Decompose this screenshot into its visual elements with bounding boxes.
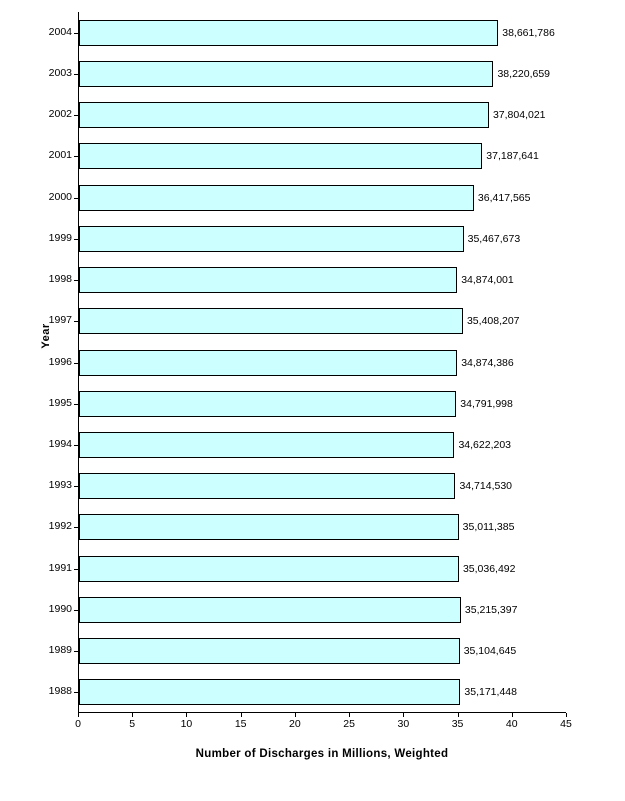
bar-row: [79, 597, 566, 623]
bar[interactable]: [79, 597, 461, 623]
bar-value-label: 38,220,659: [497, 67, 551, 80]
bar-row: [79, 473, 566, 499]
bar-value-label: 35,036,492: [462, 562, 516, 575]
y-axis-tick-label: 2004: [48, 25, 72, 38]
y-axis-tick-label: 1989: [48, 644, 72, 657]
y-axis-category-labels: [0, 12, 72, 713]
x-axis-tick-label: 25: [343, 718, 355, 730]
bar[interactable]: [79, 185, 474, 211]
bar-row: [79, 143, 566, 169]
x-axis-tick: [512, 713, 513, 717]
bar-value-label: 34,874,386: [461, 356, 514, 369]
bar-row: [79, 638, 566, 664]
bar[interactable]: [79, 143, 482, 169]
bar-value-label: 34,622,203: [458, 438, 512, 451]
bar[interactable]: [79, 638, 460, 664]
y-axis-tick-label: 1991: [48, 561, 72, 574]
bar-row: [79, 514, 566, 540]
bar-value-label: 37,187,641: [486, 150, 539, 163]
bar-value-label: 37,804,021: [492, 109, 546, 122]
bar-value-label: 34,714,530: [459, 480, 513, 493]
bars-container: [79, 12, 566, 712]
bar[interactable]: [79, 432, 454, 458]
x-axis-tick-label: 10: [180, 718, 193, 730]
bar[interactable]: [79, 556, 459, 582]
y-axis-tick-label: 1997: [48, 314, 72, 327]
bar[interactable]: [79, 226, 464, 252]
y-axis-tick-label: 1992: [48, 520, 72, 533]
y-axis-tick-label: 2002: [48, 108, 72, 121]
y-axis-tick-label: 1988: [48, 685, 72, 698]
x-axis-tick-label: 20: [289, 718, 301, 730]
x-axis-tick-label: 5: [129, 718, 136, 730]
x-axis-tick: [566, 713, 567, 717]
bar[interactable]: [79, 514, 459, 540]
x-axis-tick-label: 45: [560, 718, 572, 730]
x-axis-tick-label: 15: [234, 718, 247, 730]
bar-row: [79, 226, 566, 252]
x-axis-tick: [78, 713, 79, 717]
x-axis-tick-label: 30: [397, 718, 410, 730]
y-axis-title: Year: [40, 323, 52, 349]
x-axis-title: Number of Discharges in Millions, Weighted: [195, 748, 449, 760]
bar-row: [79, 185, 566, 211]
y-axis-tick-label: 1993: [48, 479, 72, 492]
x-axis-tick-label: 35: [451, 718, 464, 730]
bar[interactable]: [79, 20, 498, 46]
bar-value-label: 35,408,207: [466, 315, 520, 328]
bar[interactable]: [79, 308, 463, 334]
x-axis-tick-label: 0: [75, 718, 81, 730]
y-axis-tick-label: 1995: [48, 396, 72, 409]
x-axis-tick: [132, 713, 133, 717]
bar-value-label: 36,417,565: [477, 191, 531, 204]
x-axis-tick: [241, 713, 242, 717]
bar-row: [79, 556, 566, 582]
y-axis-tick-label: 1999: [48, 231, 72, 244]
bar[interactable]: [79, 267, 457, 293]
bar-value-label: 35,171,448: [464, 686, 517, 699]
y-axis-tick-label: 1990: [48, 602, 72, 615]
y-axis-tick-label: 2000: [48, 190, 72, 203]
x-axis-tick: [295, 713, 296, 717]
bar-row: [79, 308, 566, 334]
bar-row: [79, 20, 566, 46]
bar-value-label: 35,104,645: [463, 645, 517, 658]
x-axis-ticks: [75, 713, 572, 733]
y-axis-tick-label: 2003: [48, 66, 72, 79]
bar-value-label: 35,215,397: [464, 603, 518, 616]
x-axis-tick: [349, 713, 350, 717]
y-axis-tick-label: 1994: [48, 437, 72, 450]
bar-value-label: 35,011,385: [462, 521, 515, 534]
x-axis-tick: [186, 713, 187, 717]
bar-value-label: 35,467,673: [467, 232, 521, 245]
bar[interactable]: [79, 102, 489, 128]
bar-value-label: 38,661,786: [502, 26, 555, 39]
bar-value-label: 34,791,998: [460, 397, 513, 410]
bar-row: [79, 267, 566, 293]
bar-row: [79, 350, 566, 376]
plot-area: [78, 12, 566, 713]
x-axis-tick-label: 40: [505, 718, 518, 730]
y-axis-tick-label: 1998: [48, 273, 72, 286]
bar[interactable]: [79, 473, 455, 499]
bar[interactable]: [79, 61, 493, 87]
bar[interactable]: [79, 350, 457, 376]
bar-row: [79, 102, 566, 128]
x-axis-tick: [458, 713, 459, 717]
y-axis-tick-label: 2001: [48, 149, 72, 162]
bar-row: [79, 432, 566, 458]
bar-row: [79, 679, 566, 705]
bar-row: [79, 61, 566, 87]
y-axis-tick-label: 1996: [48, 355, 72, 368]
bar-row: [79, 391, 566, 417]
bar-value-label: 34,874,001: [461, 274, 514, 287]
bar[interactable]: [79, 679, 460, 705]
bar[interactable]: [79, 391, 456, 417]
x-axis-tick: [403, 713, 404, 717]
